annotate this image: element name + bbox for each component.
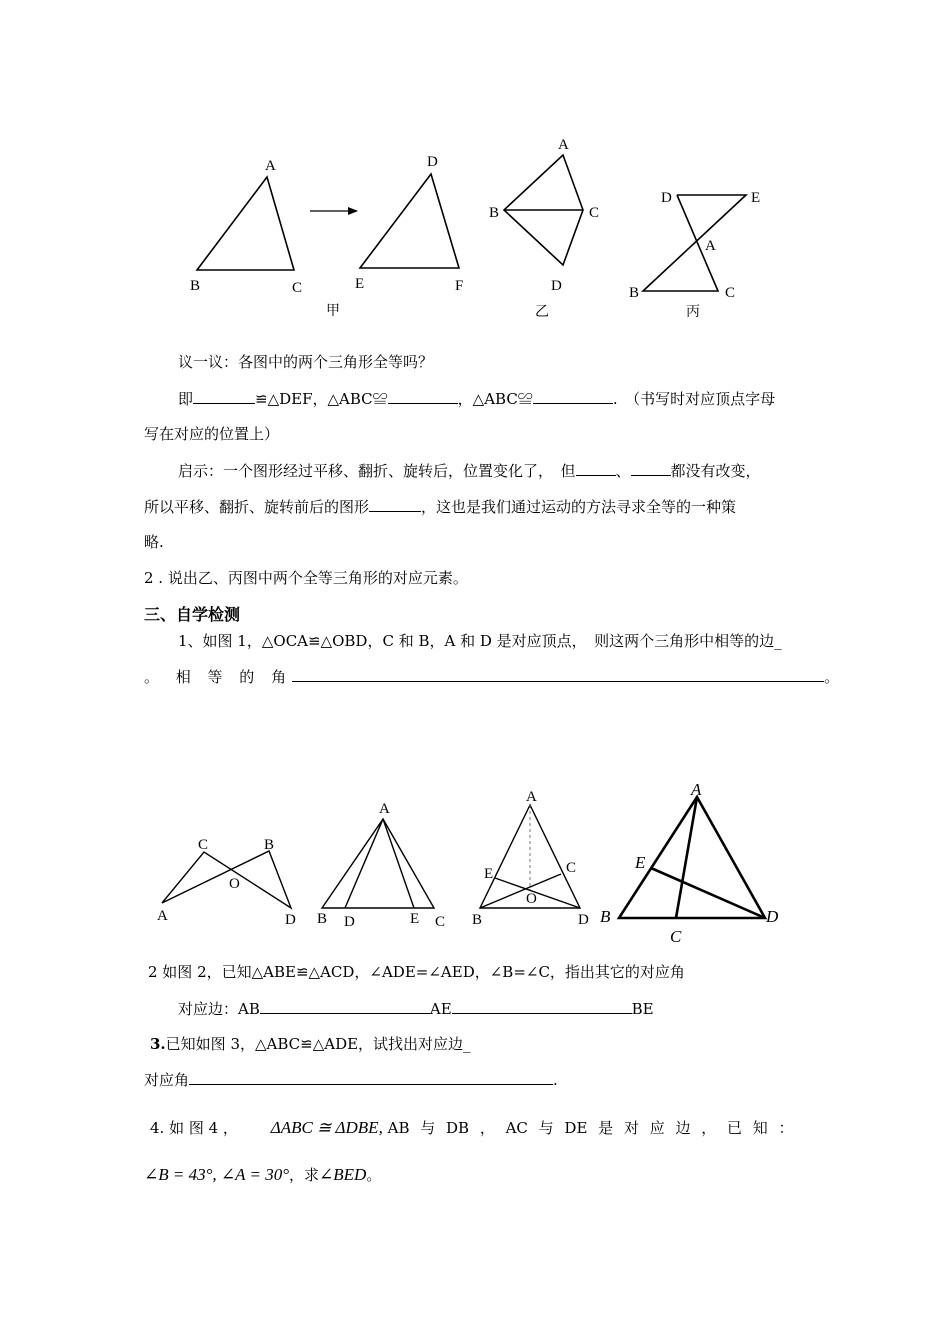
figure-4	[600, 780, 779, 946]
label-f1-c: C	[198, 837, 209, 853]
label-f3-o: O	[526, 891, 537, 907]
segment-ad	[345, 819, 383, 908]
segment-ae	[383, 819, 414, 908]
triangle-def	[360, 174, 459, 268]
label-f3-a: A	[526, 789, 537, 805]
q3-end: .	[553, 1071, 558, 1089]
q2b-sides	[178, 998, 654, 1019]
label-f4-d: D	[766, 907, 779, 926]
label-jia-c: C	[292, 280, 303, 296]
label-jia-b: B	[190, 278, 201, 294]
label-bing-b: B	[629, 285, 640, 301]
label-f3-d: D	[578, 912, 589, 928]
label-f4-c: C	[670, 927, 682, 946]
label-f4-e: E	[635, 853, 646, 872]
label-jia-d: D	[427, 154, 438, 170]
q4-target: ∠BED	[319, 1165, 367, 1184]
blank-1	[193, 388, 255, 404]
label-bing-d: D	[661, 190, 672, 206]
q3-number: 3.	[150, 1035, 166, 1053]
blank-10	[189, 1069, 553, 1085]
q2b-title: 2 如图 2，已知△ABE≌△ACD，∠ADE=∠AED，∠B=∠C，指出其它的对应角	[148, 963, 685, 981]
label-f3-b: B	[472, 912, 483, 928]
question-2: 2 . 说出乙、丙图中两个全等三角形的对应元素。	[144, 569, 468, 587]
q4-rest: AB 与 DB ， AC 与 DE 是 对 应 边 ， 已 知 ：	[387, 1119, 794, 1137]
discuss-line-1: 议一议：各图中的两个三角形全等吗？	[178, 353, 434, 371]
caption-yi: 乙	[535, 305, 549, 320]
figure-1	[157, 837, 296, 928]
q2b-be: BE	[631, 1000, 654, 1018]
figure-3	[472, 789, 589, 928]
s3-q1-line-1: 1、如图 1，△OCA≌△OBD，C 和 B，A 和 D 是对应顶点， 则这两个三角形中相等的边_	[178, 632, 782, 650]
label-f1-b: B	[264, 837, 275, 853]
label-f3-c: C	[566, 860, 577, 876]
label-f1-o: O	[229, 876, 240, 892]
label-f4-a: A	[691, 780, 702, 799]
q3-angles-label: 对应角	[144, 1071, 190, 1089]
q4-ask: ，求	[289, 1166, 320, 1184]
discuss-part-b: ≌△DEF，△ABC≌	[255, 390, 388, 408]
q4-congruence: ΔABC ≅ ΔDBE,	[270, 1118, 383, 1137]
bowtie-lines	[162, 851, 291, 908]
label-f2-b: B	[317, 911, 328, 927]
blank-2	[388, 388, 458, 404]
q3-line-1	[150, 1034, 471, 1054]
label-f1-a: A	[157, 908, 168, 924]
discuss-part-d: . （书写时对应顶点字母	[612, 390, 776, 408]
label-yi-a: A	[558, 137, 569, 153]
arrow-head	[348, 207, 358, 215]
label-f2-c: C	[435, 914, 446, 930]
label-jia-f: F	[455, 278, 464, 294]
q3-line-2	[144, 1069, 558, 1090]
discuss-line-2	[178, 388, 775, 409]
s3-q1-line-2	[144, 666, 839, 687]
path-dea-bc	[643, 195, 746, 291]
q4-number: 4. 如 图 4 ，	[150, 1119, 238, 1137]
hint-line-1	[178, 460, 761, 481]
q2b-ae: AE	[429, 1000, 452, 1018]
label-yi-c: C	[589, 205, 600, 221]
q4-end: 。	[366, 1166, 382, 1184]
hint-c: 都没有改变，	[670, 462, 761, 480]
q4-line-2	[144, 1165, 381, 1185]
label-f2-e: E	[410, 911, 420, 927]
q2b-sides-label: 对应边：AB	[178, 1000, 260, 1018]
q4-given: ∠B = 43°, ∠A = 30°	[144, 1165, 289, 1184]
blank-9	[452, 998, 632, 1014]
hint-e: ，这也是我们通过运动的方法寻求全等的一种策	[421, 498, 737, 516]
label-bing-c: C	[725, 285, 736, 301]
s3-q1-end: 。	[824, 668, 840, 686]
hint-b: 、	[615, 462, 631, 480]
discuss-part-c: ，△ABC≌	[457, 390, 533, 408]
label-bing-e: E	[751, 190, 761, 206]
figure-yi	[489, 137, 599, 320]
s3-q1-angles-label: 。 相 等 的 角	[144, 668, 293, 686]
label-f4-b: B	[600, 907, 611, 926]
figure-jia	[190, 154, 463, 319]
blank-4	[576, 460, 616, 476]
q3-text: 已知如图 3，△ABC≌△ADE，试找出对应边_	[165, 1035, 471, 1053]
blank-6	[369, 496, 421, 512]
label-f2-a: A	[379, 801, 390, 817]
blank-7	[292, 666, 824, 682]
caption-bing: 丙	[686, 305, 700, 320]
label-jia-e: E	[355, 276, 365, 292]
triangle-abc	[197, 177, 294, 270]
label-jia-a: A	[265, 158, 276, 174]
figure-bing	[629, 190, 760, 320]
hint-d: 所以平移、翻折、旋转前后的图形	[144, 498, 370, 516]
segment-ed	[651, 868, 765, 918]
label-yi-b: B	[489, 205, 500, 221]
blank-3	[533, 388, 613, 404]
q4-line-1	[150, 1118, 794, 1138]
label-bing-a: A	[705, 238, 716, 254]
discuss-line-3: 写在对应的位置上）	[144, 425, 280, 443]
label-f2-d: D	[344, 914, 355, 930]
label-f1-d: D	[285, 912, 296, 928]
blank-5	[631, 460, 671, 476]
label-f3-e: E	[484, 866, 494, 882]
section-3-title: 三、自学检测	[144, 605, 241, 624]
blank-8	[260, 998, 430, 1014]
hint-line-3: 略.	[144, 533, 164, 551]
discuss-prefix: 即	[178, 390, 194, 408]
hint-line-2	[144, 496, 736, 517]
hint-a: 启示：一个图形经过平移、翻折、旋转后，位置变化了， 但	[178, 462, 576, 480]
figure-2	[317, 801, 445, 930]
label-yi-d: D	[551, 278, 562, 294]
caption-jia: 甲	[326, 304, 340, 319]
